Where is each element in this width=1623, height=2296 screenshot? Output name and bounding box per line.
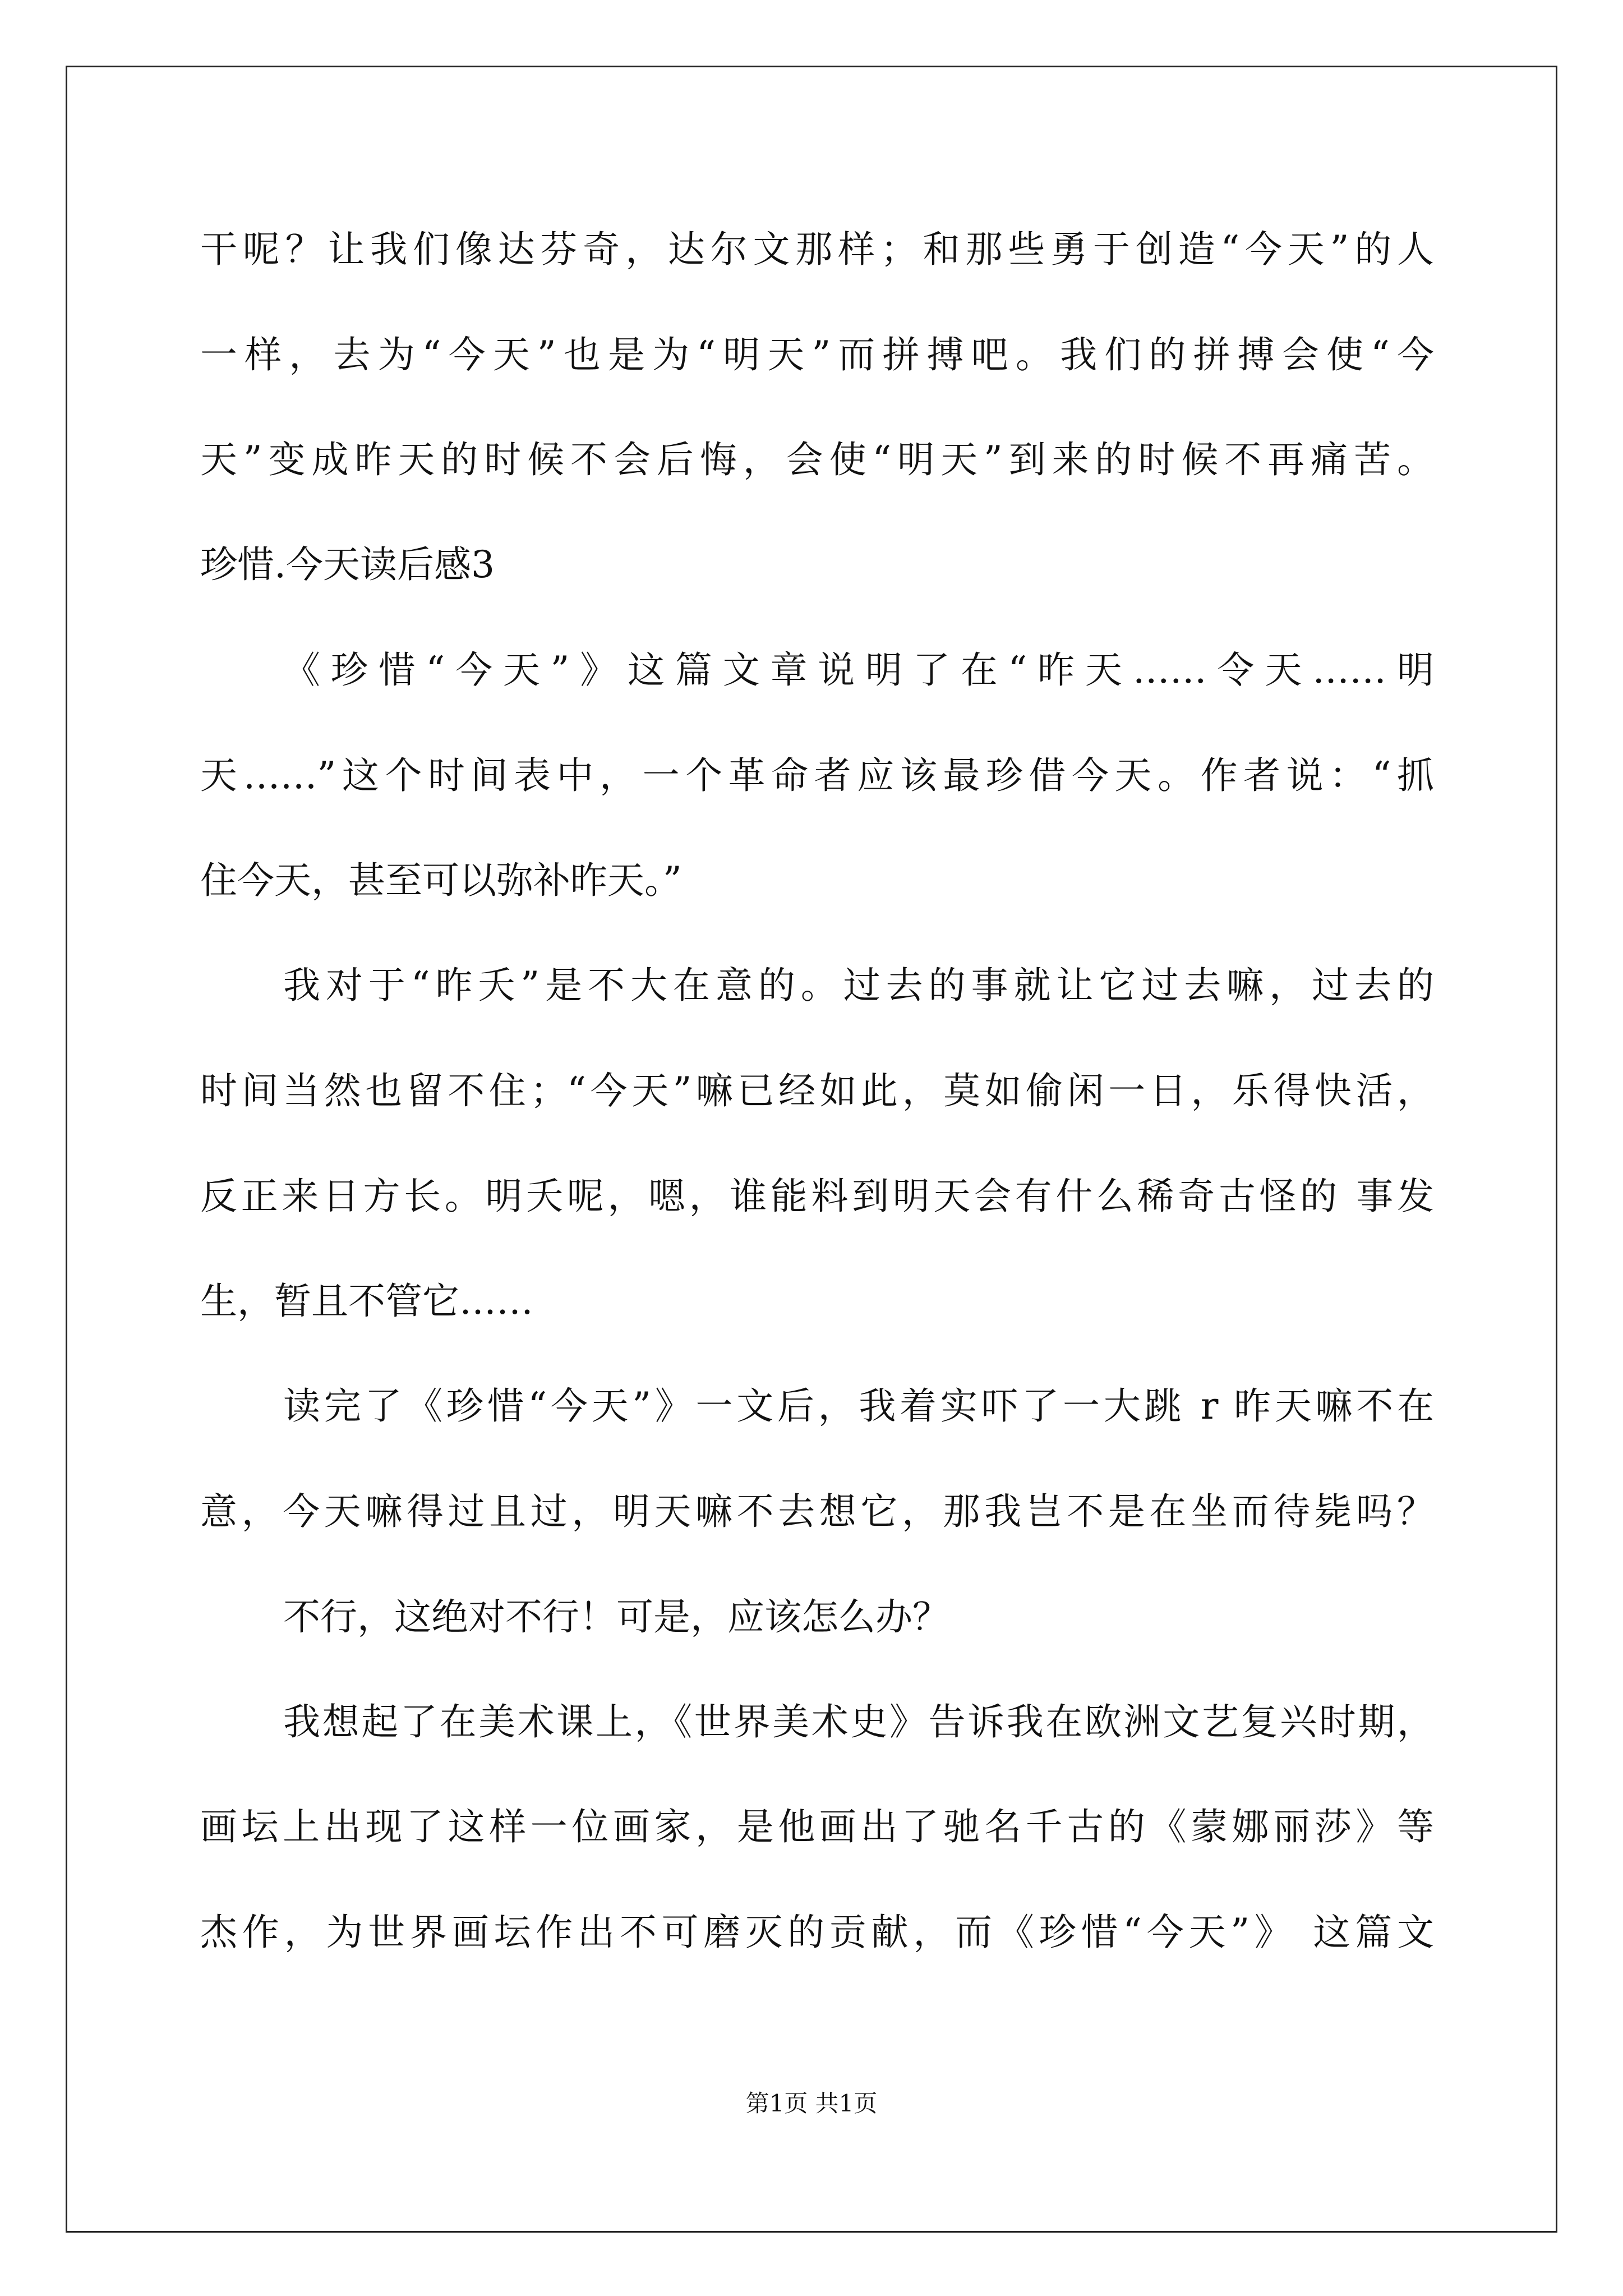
paragraph-line: 画坛上出现了这样一位画家，是他画出了驰名千古的《蒙娜丽莎》等 (200, 1805, 1434, 1848)
paragraph-line: 一样，去为“今天”也是为“明天”而拼搏吧。我们的拼搏会使“今 (200, 333, 1434, 376)
paragraph-line: 干呢？让我们像达芬奇，达尔文那样；和那些勇于创造“今天”的人 (200, 228, 1434, 271)
paragraph-line: 《珍惜“今天”》这篇文章说明了在“昨天……令天……明 (283, 648, 1434, 692)
paragraph-line: 我想起了在美术课上，《世界美术史》告诉我在欧洲文艺复兴时期， (283, 1700, 1434, 1743)
section-heading: 珍惜.今天读后感3 (200, 543, 495, 586)
paragraph-line: 生，暂且不管它…… (200, 1280, 533, 1323)
paragraph-line: 天……”这个时间表中，一个革命者应该最珍借今天。作者说：“抓 (200, 754, 1434, 797)
paragraph-line: 我对于“昨夭”是不大在意的。过去的事就让它过去嘛，过去的 (283, 964, 1434, 1007)
paragraph-line: 住今天，甚至可以弥补昨天。” (200, 859, 682, 902)
paragraph-line: 反正来日方长。明夭呢，嗯，谁能料到明天会有什么稀奇古怪的 事发 (200, 1175, 1434, 1218)
paragraph-line: 杰作，为世界画坛作出不可磨灭的贡献，而《珍惜“今天”》 这篇文 (200, 1911, 1434, 1954)
paragraph-line: 意，今天嘛得过且过，明天嘛不去想它，那我岂不是在坐而待毙吗？ (200, 1490, 1434, 1533)
paragraph-line: 读完了《珍惜“今天”》一文后，我着实吓了一大跳 r 昨天嘛不在 (283, 1384, 1434, 1428)
page-footer: 第1页 共1页 (745, 2090, 878, 2117)
paragraph-line: 时间当然也留不住；“今天”嘛已经如此，莫如偷闲一日，乐得快活， (200, 1069, 1434, 1112)
paragraph-line: 天”变成昨天的时候不会后悔，会使“明天”到来的时候不再痛苦。 (200, 438, 1434, 481)
paragraph-line: 不行，这绝对不行！可是，应该怎么办？ (283, 1595, 949, 1639)
